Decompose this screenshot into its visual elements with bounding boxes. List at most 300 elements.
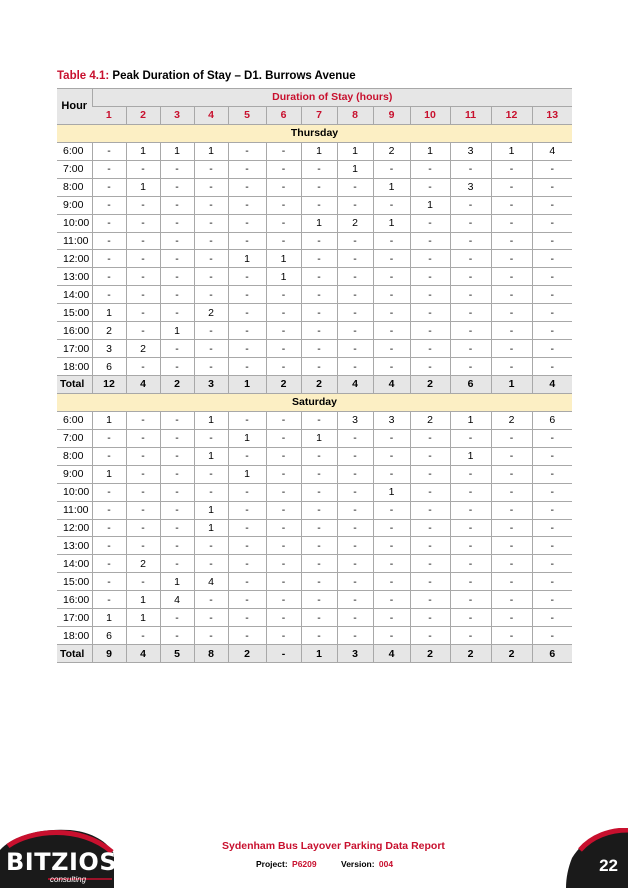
value-cell: -	[126, 447, 160, 465]
value-cell: -	[126, 268, 160, 286]
value-cell: -	[373, 268, 410, 286]
value-cell: -	[160, 519, 194, 537]
column-header: 5	[228, 106, 266, 124]
value-cell: -	[194, 537, 228, 555]
value-cell: -	[337, 358, 373, 376]
value-cell: -	[266, 411, 301, 429]
value-cell: -	[301, 286, 337, 304]
column-header: 2	[126, 106, 160, 124]
value-cell: 4	[194, 573, 228, 591]
value-cell: -	[532, 609, 572, 627]
value-cell: -	[373, 519, 410, 537]
value-cell: 3	[92, 340, 126, 358]
value-cell: 1	[337, 142, 373, 160]
value-cell: -	[92, 555, 126, 573]
value-cell: -	[410, 465, 450, 483]
value-cell: 1	[126, 609, 160, 627]
duration-header: Duration of Stay (hours)	[92, 89, 572, 107]
value-cell: -	[337, 627, 373, 645]
value-cell: -	[491, 196, 532, 214]
value-cell: -	[410, 358, 450, 376]
total-cell: 2	[160, 376, 194, 394]
value-cell: -	[532, 429, 572, 447]
hour-cell: 9:00	[57, 465, 92, 483]
day-row	[57, 393, 572, 411]
value-cell: -	[126, 160, 160, 178]
value-cell: -	[266, 555, 301, 573]
value-cell: 3	[373, 411, 410, 429]
value-cell: -	[160, 358, 194, 376]
value-cell: -	[373, 537, 410, 555]
value-cell: -	[450, 196, 491, 214]
column-header: 8	[337, 106, 373, 124]
value-cell: -	[450, 268, 491, 286]
report-meta	[256, 859, 415, 869]
table-row	[57, 142, 572, 160]
value-cell: -	[450, 304, 491, 322]
total-cell: 4	[126, 376, 160, 394]
value-cell: -	[301, 196, 337, 214]
column-header: 6	[266, 106, 301, 124]
value-cell: -	[337, 537, 373, 555]
day-row	[57, 124, 572, 142]
value-cell: 1	[126, 591, 160, 609]
value-cell: -	[410, 609, 450, 627]
hour-cell: 8:00	[57, 447, 92, 465]
value-cell: 1	[450, 411, 491, 429]
value-cell: -	[228, 573, 266, 591]
value-cell: -	[194, 609, 228, 627]
value-cell: -	[532, 627, 572, 645]
total-cell: 9	[92, 645, 126, 663]
value-cell: -	[160, 250, 194, 268]
hour-cell: 17:00	[57, 340, 92, 358]
value-cell: -	[532, 555, 572, 573]
value-cell: -	[228, 609, 266, 627]
column-header: 7	[301, 106, 337, 124]
value-cell: -	[92, 429, 126, 447]
value-cell: 1	[160, 322, 194, 340]
value-cell: -	[228, 196, 266, 214]
value-cell: -	[532, 483, 572, 501]
value-cell: -	[266, 286, 301, 304]
value-cell: -	[532, 501, 572, 519]
value-cell: -	[266, 591, 301, 609]
value-cell: -	[301, 609, 337, 627]
value-cell: -	[301, 573, 337, 591]
table-row	[57, 178, 572, 196]
value-cell: -	[450, 537, 491, 555]
value-cell: -	[373, 447, 410, 465]
value-cell: -	[450, 232, 491, 250]
value-cell: -	[228, 447, 266, 465]
total-cell: 2	[410, 645, 450, 663]
value-cell: 2	[337, 214, 373, 232]
value-cell: -	[532, 537, 572, 555]
value-cell: -	[410, 573, 450, 591]
total-cell: -	[266, 645, 301, 663]
value-cell: -	[532, 304, 572, 322]
value-cell: -	[126, 411, 160, 429]
value-cell: -	[532, 196, 572, 214]
value-cell: -	[532, 322, 572, 340]
value-cell: -	[160, 609, 194, 627]
project-value: P6209	[292, 859, 317, 869]
version-value: 004	[378, 859, 394, 869]
value-cell: -	[337, 447, 373, 465]
total-cell: 3	[194, 376, 228, 394]
day-label: Thursday	[57, 124, 572, 142]
value-cell: 1	[410, 142, 450, 160]
value-cell: -	[266, 447, 301, 465]
value-cell: -	[491, 555, 532, 573]
total-cell: 2	[410, 376, 450, 394]
value-cell: 3	[450, 178, 491, 196]
value-cell: -	[160, 340, 194, 358]
day-label: Saturday	[57, 393, 572, 411]
value-cell: -	[337, 250, 373, 268]
column-header: 1	[92, 106, 126, 124]
value-cell: -	[301, 322, 337, 340]
value-cell: -	[228, 214, 266, 232]
value-cell: -	[228, 501, 266, 519]
value-cell: -	[337, 483, 373, 501]
total-label: Total	[57, 376, 92, 394]
value-cell: -	[194, 178, 228, 196]
value-cell: -	[228, 627, 266, 645]
value-cell: -	[337, 268, 373, 286]
value-cell: -	[410, 519, 450, 537]
value-cell: -	[373, 304, 410, 322]
value-cell: 1	[194, 447, 228, 465]
value-cell: -	[373, 232, 410, 250]
value-cell: -	[266, 519, 301, 537]
column-header: 11	[450, 106, 491, 124]
table-row	[57, 286, 572, 304]
value-cell: -	[194, 232, 228, 250]
value-cell: -	[491, 627, 532, 645]
table-row	[57, 609, 572, 627]
total-cell: 2	[450, 645, 491, 663]
hour-cell: 7:00	[57, 160, 92, 178]
hour-cell: 7:00	[57, 429, 92, 447]
value-cell: 1	[301, 214, 337, 232]
value-cell: 1	[373, 214, 410, 232]
value-cell: -	[228, 537, 266, 555]
value-cell: 2	[92, 322, 126, 340]
logo-tagline: consulting	[50, 875, 87, 884]
value-cell: -	[194, 465, 228, 483]
table-row	[57, 627, 572, 645]
value-cell: 4	[532, 142, 572, 160]
table-row	[57, 573, 572, 591]
value-cell: -	[450, 483, 491, 501]
value-cell: -	[337, 465, 373, 483]
value-cell: -	[266, 304, 301, 322]
value-cell: -	[194, 322, 228, 340]
value-cell: -	[450, 519, 491, 537]
value-cell: -	[194, 340, 228, 358]
value-cell: -	[301, 304, 337, 322]
table-row	[57, 304, 572, 322]
total-cell: 4	[532, 376, 572, 394]
value-cell: 1	[126, 142, 160, 160]
value-cell: -	[337, 304, 373, 322]
value-cell: -	[373, 429, 410, 447]
value-cell: 1	[301, 142, 337, 160]
value-cell: -	[228, 322, 266, 340]
value-cell: -	[491, 286, 532, 304]
value-cell: -	[410, 250, 450, 268]
table-row	[57, 160, 572, 178]
value-cell: -	[337, 429, 373, 447]
value-cell: -	[160, 447, 194, 465]
value-cell: 1	[373, 178, 410, 196]
value-cell: -	[337, 232, 373, 250]
value-cell: -	[373, 573, 410, 591]
total-row	[57, 645, 572, 663]
value-cell: -	[228, 286, 266, 304]
value-cell: -	[228, 555, 266, 573]
column-header: 9	[373, 106, 410, 124]
hour-cell: 16:00	[57, 591, 92, 609]
value-cell: -	[410, 627, 450, 645]
value-cell: -	[450, 573, 491, 591]
value-cell: -	[92, 196, 126, 214]
table-body	[57, 124, 572, 662]
value-cell: 1	[194, 411, 228, 429]
total-cell: 5	[160, 645, 194, 663]
value-cell: -	[532, 591, 572, 609]
value-cell: -	[92, 519, 126, 537]
value-cell: -	[337, 196, 373, 214]
value-cell: -	[532, 519, 572, 537]
total-cell: 12	[92, 376, 126, 394]
total-cell: 1	[491, 376, 532, 394]
table-caption	[57, 70, 356, 82]
hour-cell: 18:00	[57, 358, 92, 376]
value-cell: -	[491, 465, 532, 483]
table-row	[57, 483, 572, 501]
value-cell: -	[301, 340, 337, 358]
value-cell: -	[228, 519, 266, 537]
table-row	[57, 340, 572, 358]
value-cell: -	[450, 555, 491, 573]
value-cell: -	[194, 483, 228, 501]
value-cell: -	[410, 591, 450, 609]
value-cell: -	[126, 537, 160, 555]
value-cell: -	[194, 160, 228, 178]
value-cell: -	[160, 304, 194, 322]
report-title: Sydenham Bus Layover Parking Data Report	[222, 840, 445, 852]
value-cell: -	[491, 483, 532, 501]
total-cell: 4	[126, 645, 160, 663]
value-cell: -	[491, 268, 532, 286]
value-cell: -	[491, 214, 532, 232]
table-row	[57, 268, 572, 286]
value-cell: -	[266, 178, 301, 196]
value-cell: -	[301, 465, 337, 483]
value-cell: -	[228, 340, 266, 358]
total-cell: 4	[337, 376, 373, 394]
hour-cell: 8:00	[57, 178, 92, 196]
value-cell: -	[337, 340, 373, 358]
value-cell: -	[532, 214, 572, 232]
value-cell: 2	[410, 411, 450, 429]
value-cell: -	[410, 322, 450, 340]
value-cell: -	[92, 250, 126, 268]
value-cell: -	[532, 358, 572, 376]
value-cell: -	[266, 232, 301, 250]
duration-table	[57, 88, 572, 663]
value-cell: -	[266, 573, 301, 591]
value-cell: -	[160, 268, 194, 286]
hour-cell: 15:00	[57, 304, 92, 322]
total-label: Total	[57, 645, 92, 663]
value-cell: 3	[337, 411, 373, 429]
value-cell: -	[450, 429, 491, 447]
table-row	[57, 232, 572, 250]
hour-cell: 9:00	[57, 196, 92, 214]
logo-name: BITZIOS	[6, 848, 118, 876]
value-cell: -	[194, 268, 228, 286]
value-cell: -	[491, 250, 532, 268]
value-cell: -	[410, 429, 450, 447]
value-cell: -	[92, 268, 126, 286]
value-cell: -	[301, 358, 337, 376]
value-cell: -	[532, 573, 572, 591]
value-cell: -	[126, 483, 160, 501]
value-cell: -	[373, 358, 410, 376]
hour-cell: 12:00	[57, 250, 92, 268]
value-cell: -	[301, 178, 337, 196]
value-cell: -	[337, 322, 373, 340]
value-cell: -	[491, 519, 532, 537]
value-cell: -	[160, 627, 194, 645]
value-cell: -	[92, 501, 126, 519]
value-cell: -	[160, 214, 194, 232]
value-cell: -	[491, 501, 532, 519]
value-cell: -	[337, 501, 373, 519]
value-cell: -	[491, 160, 532, 178]
value-cell: -	[410, 268, 450, 286]
value-cell: -	[532, 160, 572, 178]
value-cell: -	[301, 501, 337, 519]
value-cell: -	[337, 178, 373, 196]
table-row	[57, 358, 572, 376]
value-cell: 1	[301, 429, 337, 447]
value-cell: 2	[491, 411, 532, 429]
value-cell: -	[491, 537, 532, 555]
value-cell: 1	[228, 429, 266, 447]
value-cell: 1	[194, 142, 228, 160]
value-cell: -	[373, 286, 410, 304]
value-cell: -	[194, 286, 228, 304]
table-row	[57, 591, 572, 609]
total-cell: 6	[532, 645, 572, 663]
value-cell: -	[160, 160, 194, 178]
value-cell: -	[532, 340, 572, 358]
column-header: 10	[410, 106, 450, 124]
value-cell: 1	[92, 411, 126, 429]
value-cell: -	[92, 160, 126, 178]
table-number: Table 4.1:	[57, 70, 110, 82]
value-cell: -	[301, 250, 337, 268]
value-cell: -	[92, 178, 126, 196]
value-cell: -	[450, 591, 491, 609]
value-cell: 1	[92, 465, 126, 483]
value-cell: -	[266, 465, 301, 483]
value-cell: -	[491, 358, 532, 376]
value-cell: -	[373, 501, 410, 519]
value-cell: -	[160, 286, 194, 304]
value-cell: -	[410, 501, 450, 519]
column-header: 4	[194, 106, 228, 124]
value-cell: -	[266, 142, 301, 160]
table-row	[57, 501, 572, 519]
value-cell: -	[266, 322, 301, 340]
value-cell: -	[92, 591, 126, 609]
value-cell: -	[301, 591, 337, 609]
value-cell: -	[194, 358, 228, 376]
value-cell: -	[160, 178, 194, 196]
value-cell: -	[410, 178, 450, 196]
value-cell: 1	[228, 250, 266, 268]
value-cell: -	[266, 609, 301, 627]
value-cell: -	[228, 483, 266, 501]
value-cell: -	[373, 160, 410, 178]
value-cell: 6	[92, 627, 126, 645]
value-cell: -	[301, 411, 337, 429]
value-cell: -	[410, 160, 450, 178]
value-cell: -	[126, 304, 160, 322]
value-cell: -	[491, 304, 532, 322]
hour-cell: 10:00	[57, 214, 92, 232]
total-cell: 4	[373, 645, 410, 663]
value-cell: -	[491, 429, 532, 447]
value-cell: -	[373, 340, 410, 358]
value-cell: -	[228, 304, 266, 322]
hour-cell: 14:00	[57, 286, 92, 304]
value-cell: 1	[337, 160, 373, 178]
value-cell: -	[92, 573, 126, 591]
hour-cell: 6:00	[57, 411, 92, 429]
value-cell: -	[160, 483, 194, 501]
value-cell: -	[126, 519, 160, 537]
value-cell: -	[410, 447, 450, 465]
hour-cell: 17:00	[57, 609, 92, 627]
table-row	[57, 555, 572, 573]
value-cell: 1	[160, 573, 194, 591]
value-cell: -	[532, 286, 572, 304]
value-cell: -	[160, 232, 194, 250]
value-cell: -	[126, 196, 160, 214]
value-cell: -	[92, 537, 126, 555]
value-cell: -	[194, 214, 228, 232]
value-cell: -	[266, 160, 301, 178]
value-cell: -	[410, 555, 450, 573]
value-cell: -	[126, 286, 160, 304]
table-row	[57, 447, 572, 465]
value-cell: -	[92, 447, 126, 465]
total-cell: 1	[301, 645, 337, 663]
value-cell: -	[228, 178, 266, 196]
value-cell: 1	[228, 465, 266, 483]
value-cell: -	[160, 555, 194, 573]
total-cell: 2	[228, 645, 266, 663]
value-cell: -	[126, 250, 160, 268]
value-cell: -	[373, 196, 410, 214]
